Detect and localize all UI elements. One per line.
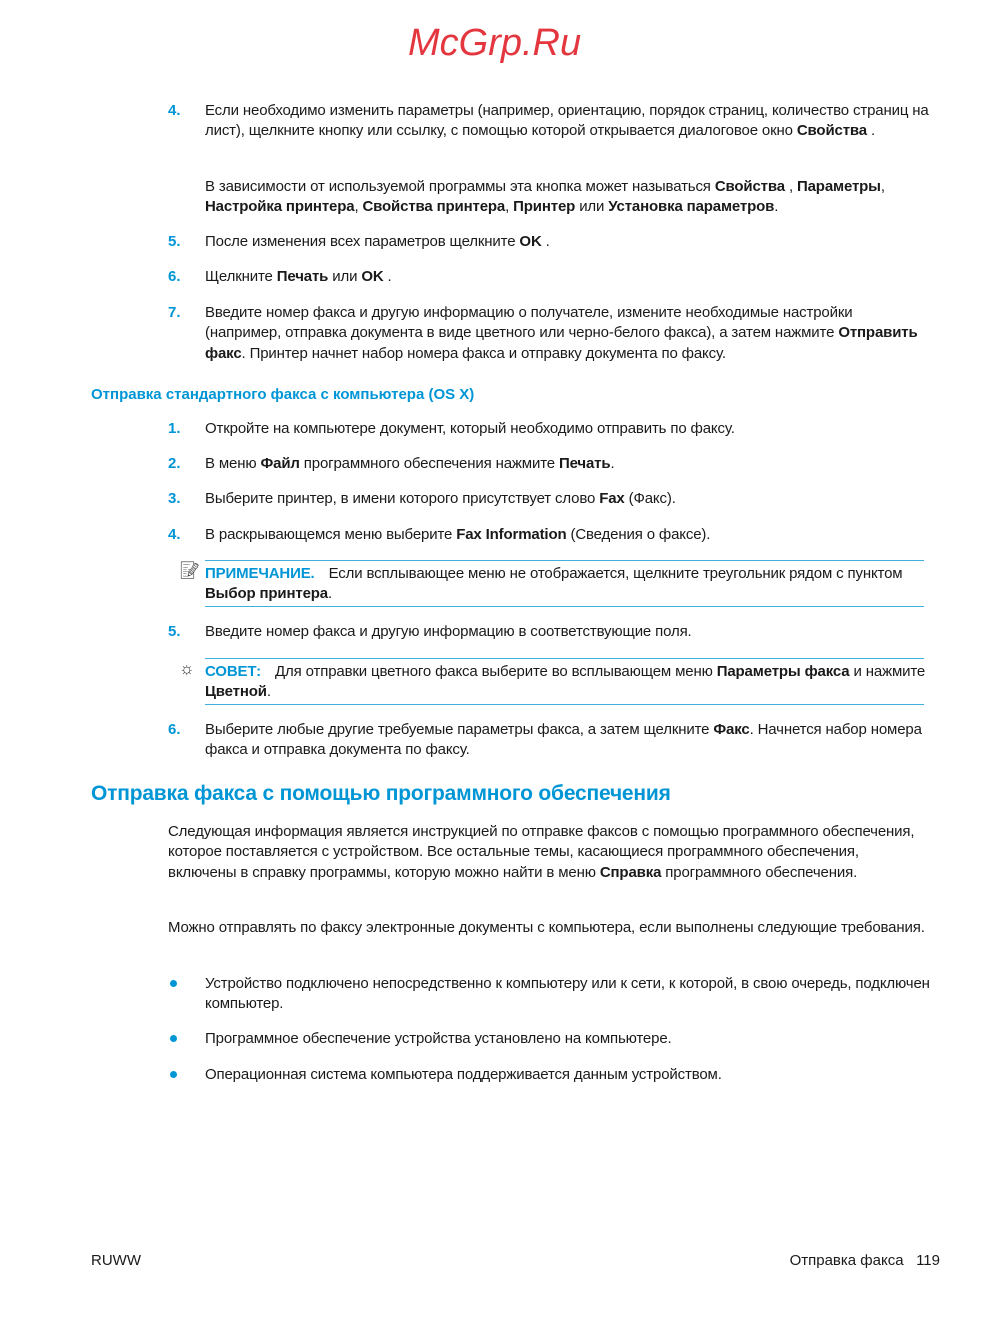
step-text <box>205 177 930 218</box>
bullet-icon <box>170 1035 177 1042</box>
bullet-item: Операционная система компьютера поддерживается данным устройством. <box>205 1066 722 1083</box>
bold-term: Параметры факса <box>716 663 850 680</box>
text-run: (Факс). <box>624 490 676 507</box>
step-number: 7. <box>168 304 181 321</box>
text-run: После изменения всех параметров щелкните <box>205 233 520 250</box>
bold-term: OK <box>519 233 542 250</box>
footer-right <box>790 1252 940 1269</box>
tip-rule-top <box>205 658 924 659</box>
bold-term: Параметры <box>796 178 881 195</box>
section-heading: Отправка факса с помощью программного обеспечения <box>91 782 671 805</box>
bold-term: Свойства принтера <box>362 198 506 216</box>
bold-term: Fax Information <box>456 526 567 543</box>
paragraph <box>168 822 928 883</box>
step-number: 5. <box>168 233 181 250</box>
note-rule-top <box>205 560 924 561</box>
text-run: или <box>575 198 609 216</box>
subheading: Отправка стандартного факса с компьютера (OS X) <box>91 386 475 403</box>
text-run: Щелкните <box>205 268 277 285</box>
bold-term: Fax <box>599 490 625 507</box>
text-run: Если всплывающее меню не отображается, щелкните треугольник рядом с пунктом <box>328 565 903 582</box>
text-run: программного обеспечения нажмите <box>299 455 559 472</box>
step-text <box>205 101 930 142</box>
step-text <box>205 489 930 509</box>
step-text <box>205 303 930 364</box>
tip-label: СОВЕТ: <box>205 663 262 680</box>
step-text <box>205 232 930 252</box>
step-text <box>205 720 930 761</box>
step-text <box>205 454 930 474</box>
text-run: . <box>866 122 876 140</box>
note-label: ПРИМЕЧАНИЕ. <box>205 565 315 582</box>
text-run: , <box>880 178 885 195</box>
text-run: , <box>354 198 363 216</box>
bold-term: Отправить факс <box>205 324 918 362</box>
text-run: Для отправки цветного факса выберите во всплывающем меню <box>275 663 717 680</box>
step-number: 4. <box>168 526 181 543</box>
step-number: 5. <box>168 623 181 640</box>
bold-term: Принтер <box>513 198 576 216</box>
text-run: . <box>328 585 333 603</box>
text-run: . <box>774 198 779 216</box>
bold-term: Справка <box>599 863 662 881</box>
bold-term: Выбор принтера <box>205 585 328 603</box>
step-text <box>205 267 930 287</box>
tip-text <box>205 663 925 700</box>
text-run: . <box>266 683 271 701</box>
text-run: , <box>784 178 797 195</box>
step-number: 6. <box>168 268 181 285</box>
text-run: программного обеспечения. <box>661 863 858 881</box>
step-text <box>205 419 930 439</box>
text-run: и нажмите <box>849 663 926 680</box>
text-run: Введите номер факса и другую информацию в соответствующие поля. <box>205 623 692 640</box>
step-number: 4. <box>168 102 181 119</box>
bold-term: Настройка принтера <box>205 198 355 216</box>
text-run: В раскрывающемся меню выберите <box>205 526 457 543</box>
footer-left: RUWW <box>91 1252 141 1269</box>
bullet-item: Устройство подключено непосредственно к компьютеру или к сети, к которой, в свою очередь, подключен компьютер. <box>205 975 930 1013</box>
bold-term: Свойства <box>796 122 867 140</box>
text-run: (Сведения о факсе). <box>566 526 711 543</box>
tip <box>205 662 930 703</box>
step-number: 1. <box>168 420 181 437</box>
bold-term: Установка параметров <box>608 198 775 216</box>
bold-term: Цветной <box>205 683 267 701</box>
text-run: В меню <box>205 455 261 472</box>
text-run: Можно отправлять по факсу электронные документы с компьютера, если выполнены следующие требования. <box>168 919 925 936</box>
text-run: . <box>610 455 615 472</box>
bold-term: Печать <box>558 455 611 472</box>
note <box>205 564 930 605</box>
step-text <box>205 525 930 545</box>
tip-rule-bottom <box>205 704 924 705</box>
note-icon: 📝︎ <box>179 561 201 580</box>
step-number: 3. <box>168 490 181 507</box>
bullet-item: Программное обеспечение устройства установлено на компьютере. <box>205 1030 672 1047</box>
step-number: 6. <box>168 721 181 738</box>
text-run: Выберите принтер, в имени которого присутствует слово <box>205 490 600 507</box>
step-number: 2. <box>168 455 181 472</box>
text-run: Следующая информация является инструкцией по отправке факсов с помощью программного обеспечения, которое поставляется с устройством. Все остальные темы, касающиеся программного обеспечения, включены в справку программы, которую можно найти в меню <box>168 823 915 881</box>
bold-term: Печать <box>276 268 329 285</box>
note-rule-bottom <box>205 606 924 607</box>
bold-term: Свойства <box>714 178 785 195</box>
step-text <box>205 622 930 642</box>
text-run: . <box>541 233 550 250</box>
footer-section: Отправка факса <box>789 1252 904 1269</box>
text-run: Выберите любые другие требуемые параметры факса, а затем щелкните <box>205 721 714 738</box>
bullet-icon <box>170 980 177 987</box>
text-run: . <box>383 268 392 285</box>
bold-term: Файл <box>260 455 300 472</box>
text-run: или <box>328 268 362 285</box>
bullet-icon <box>170 1071 177 1078</box>
text-run: . Принтер начнет набор номера факса и отправку документа по факсу. <box>241 344 726 362</box>
bold-term: OK <box>361 268 384 285</box>
bold-term: Факс <box>713 721 750 738</box>
text-run: Откройте на компьютере документ, который необходимо отправить по факсу. <box>205 420 735 437</box>
text-run: Введите номер факса и другую информацию о получателе, измените необходимые настройки (например, отправка документа в виде цветного или черно-белого факса), а затем нажмите <box>205 304 853 342</box>
watermark: McGrp.Ru <box>408 22 582 64</box>
text-run: , <box>505 198 514 216</box>
text-run: Если необходимо изменить параметры (например, ориентацию, порядок страниц, количество страниц на лист), щелкните кнопку или ссылку, с помощью которой открывается диалоговое окно <box>205 102 929 140</box>
lightbulb-icon: ☼ <box>179 659 195 678</box>
text-run: . Начнется набор номера факса и отправка документа по факсу. <box>205 721 922 759</box>
text-run: В зависимости от используемой программы эта кнопка может называться <box>205 178 715 195</box>
paragraph <box>168 918 928 938</box>
page-number: 119 <box>916 1252 940 1269</box>
